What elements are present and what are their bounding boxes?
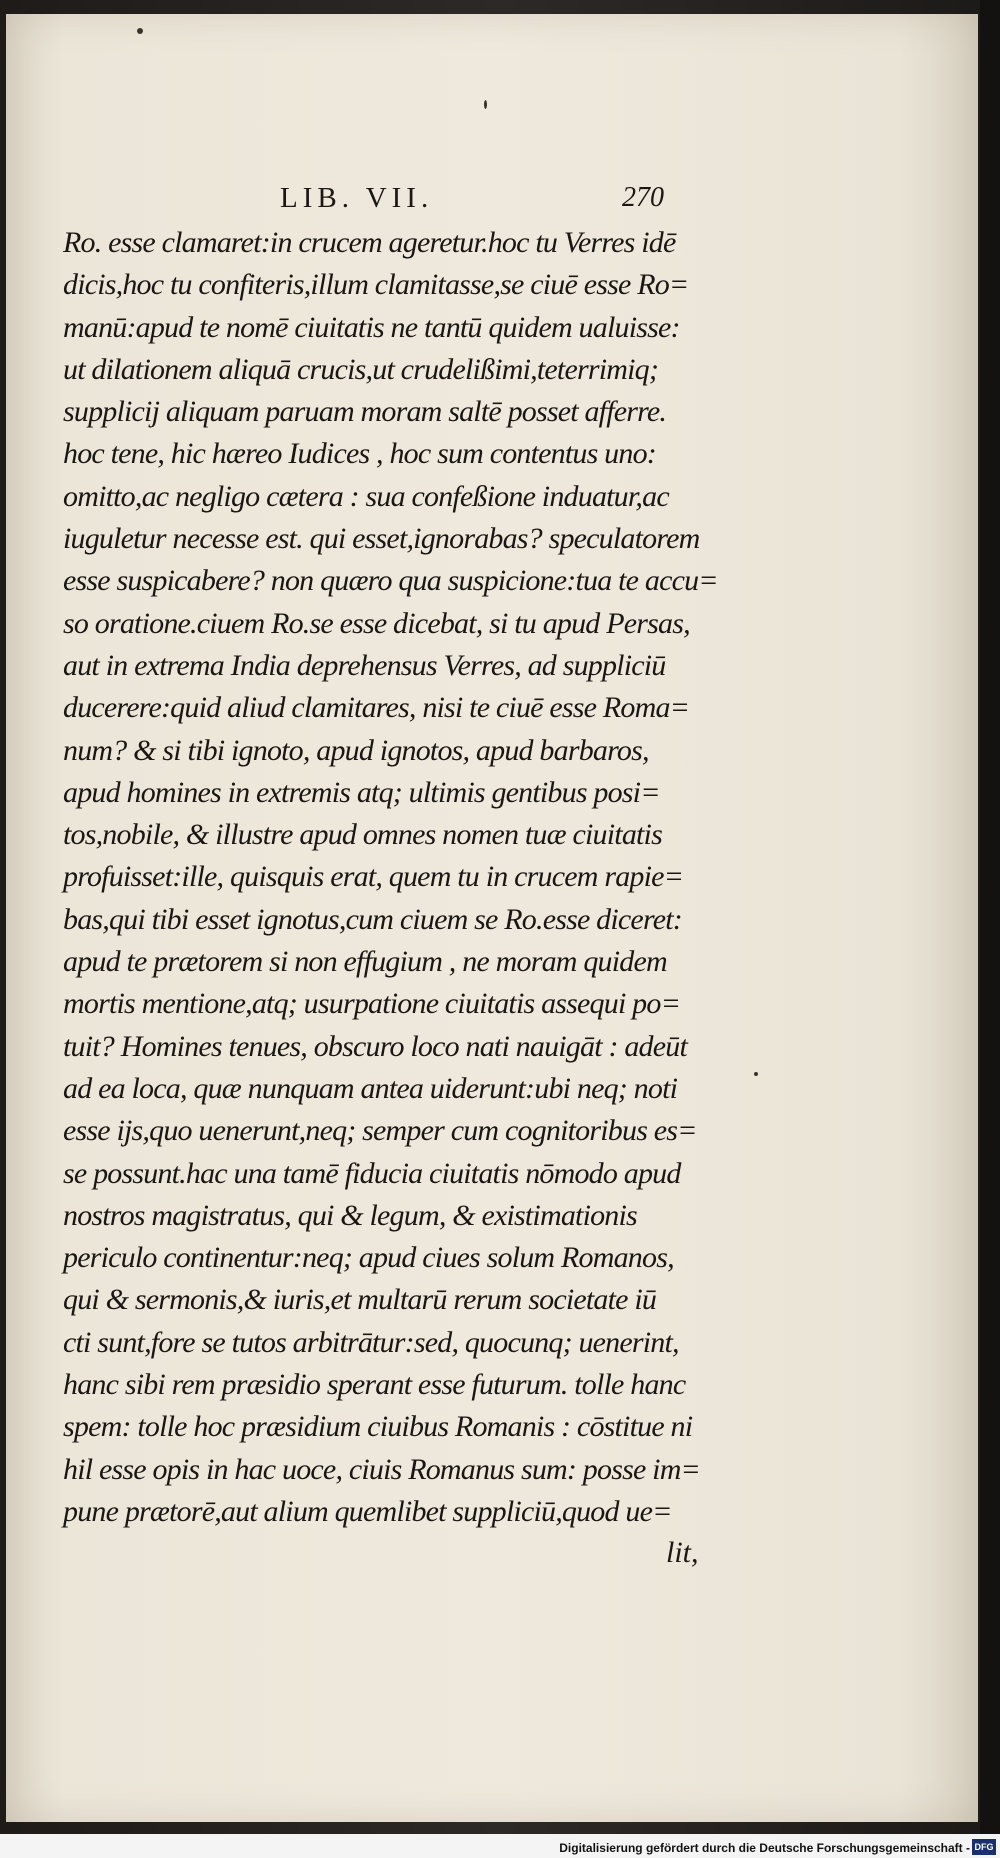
text-line: dicis,hoc tu confiteris,illum clamitasse,se ciuē esse Ro= [63, 268, 689, 302]
text-line: se possunt.hac una tamē fiducia ciuitatis nōmodo apud [63, 1156, 681, 1190]
text-line: esse ijs,quo uenerunt,neq; semper cum cognitoribus es= [63, 1114, 697, 1148]
page-number: 270 [622, 182, 664, 213]
dfg-logo: DFG [972, 1839, 996, 1855]
running-title: LIB. VII. [280, 182, 434, 214]
text-line: apud homines in extremis atq; ultimis gentibus posi= [63, 775, 660, 809]
text-line: iuguletur necesse est. qui esset,ignorabas? speculatorem [63, 522, 700, 556]
catchword: lit, [666, 1536, 699, 1569]
text-line: periculo continentur:neq; apud ciues solum Romanos, [63, 1241, 674, 1275]
footer-credit: Digitalisierung gefördert durch die Deutsche Forschungsgemeinschaft - [559, 1841, 970, 1855]
text-line: cti sunt,fore se tutos arbitrātur:sed, quocunq; uenerint, [63, 1325, 679, 1359]
text-line: qui & sermonis,& iuris,et multarū rerum societate iū [63, 1283, 657, 1317]
text-line: so oratione.ciuem Ro.se esse dicebat, si tu apud Persas, [63, 606, 690, 640]
text-line: nostros magistratus, qui & legum, & existimationis [63, 1198, 637, 1232]
text-line: esse suspicabere? non quæro qua suspicione:tua te accu= [63, 564, 718, 598]
scan-edge [980, 0, 1000, 1858]
text-line: ducerere:quid aliud clamitares, nisi te ciuē esse Roma= [63, 691, 690, 725]
text-line: ut dilationem aliquā crucis,ut crudelißimi,teterrimiq; [63, 352, 659, 386]
page-header [6, 182, 978, 222]
footer-bar [0, 1834, 1000, 1858]
text-line: bas,qui tibi esset ignotus,cum ciuem se Ro.esse diceret: [63, 902, 682, 936]
text-line: aut in extrema India deprehensus Verres, ad suppliciū [63, 648, 666, 682]
text-line: spem: tolle hoc præsidium ciuibus Romanis : cōstitue ni [63, 1410, 693, 1444]
ink-speck [137, 28, 143, 34]
ink-speck [754, 1072, 758, 1076]
text-line: ad ea loca, quæ nunquam antea uiderunt:ubi neq; noti [63, 1071, 678, 1105]
text-line: hanc sibi rem præsidio sperant esse futurum. tolle hanc [63, 1368, 686, 1402]
ink-speck [484, 100, 487, 109]
body-text [63, 222, 753, 1533]
book-page [6, 14, 978, 1822]
text-line: Ro. esse clamaret:in crucem ageretur.hoc tu Verres idē [63, 226, 676, 259]
text-line: tuit? Homines tenues, obscuro loco nati nauigāt : adeūt [63, 1029, 687, 1063]
text-line: hoc tene, hic hæreo Iudices , hoc sum contentus uno: [63, 437, 656, 471]
text-line: manū:apud te nomē ciuitatis ne tantū quidem ualuisse: [63, 310, 680, 344]
text-line: mortis mentione,atq; usurpatione ciuitatis assequi po= [63, 987, 681, 1021]
text-line: num? & si tibi ignoto, apud ignotos, apud barbaros, [63, 733, 649, 767]
text-line: apud te prætorem si non effugium , ne moram quidem [63, 945, 667, 979]
text-line: omitto,ac negligo cætera : sua confeßione induatur,ac [63, 479, 669, 513]
text-line: supplicij aliquam paruam moram saltē posset afferre. [63, 395, 667, 429]
text-line: hil esse opis in hac uoce, ciuis Romanus sum: posse im= [63, 1452, 701, 1486]
text-line: pune prætorē,aut alium quemlibet suppliciū,quod ue= [63, 1494, 672, 1528]
text-line: profuisset:ille, quisquis erat, quem tu in crucem rapie= [63, 860, 684, 894]
text-line: tos,nobile, & illustre apud omnes nomen tuæ ciuitatis [63, 818, 662, 852]
